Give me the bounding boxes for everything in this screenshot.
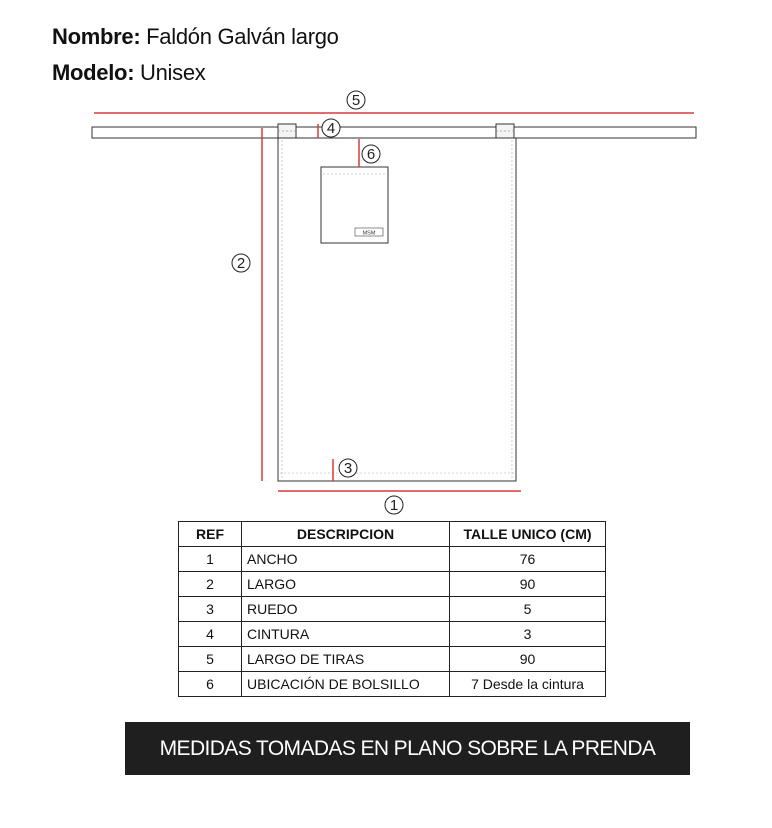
table-row: [179, 672, 606, 697]
row-value: 90: [450, 647, 606, 672]
row-value: 76: [450, 547, 606, 572]
row-description: RUEDO: [242, 597, 450, 622]
table-row: [179, 622, 606, 647]
table-row: [179, 572, 606, 597]
name-label: Nombre:: [52, 24, 141, 49]
row-value: 3: [450, 622, 606, 647]
row-ref: 3: [179, 597, 242, 622]
row-ref: 4: [179, 622, 242, 647]
row-value: 5: [450, 597, 606, 622]
callout-6-number: 6: [366, 146, 376, 163]
row-ref: 1: [179, 547, 242, 572]
model-label: Modelo:: [52, 60, 135, 85]
apron-body: [278, 138, 516, 481]
header-size: TALLE UNICO (CM): [450, 522, 606, 547]
row-description: ANCHO: [242, 547, 450, 572]
waistband-ties: [92, 127, 696, 138]
row-description: CINTURA: [242, 622, 450, 647]
table-row: [179, 647, 606, 672]
header-ref: REF: [179, 522, 242, 547]
table-row: [179, 547, 606, 572]
row-description: LARGO DE TIRAS: [242, 647, 450, 672]
row-ref: 5: [179, 647, 242, 672]
callout-5-number: 5: [351, 92, 361, 109]
name-value: Faldón Galván largo: [146, 24, 339, 49]
row-value: 90: [450, 572, 606, 597]
table-row: [179, 597, 606, 622]
callout-2-number: 2: [236, 255, 246, 272]
table-header-row: [179, 522, 606, 547]
measurements-table: [178, 521, 606, 697]
callout-3-number: 3: [343, 460, 353, 477]
header-description: DESCRIPCION: [242, 522, 450, 547]
measurement-note-banner: MEDIDAS TOMADAS EN PLANO SOBRE LA PRENDA: [125, 722, 690, 775]
row-ref: 2: [179, 572, 242, 597]
row-value: 7 Desde la cintura: [450, 672, 606, 697]
pocket-brand-label: MSM: [362, 230, 376, 237]
callout-4-number: 4: [326, 120, 336, 137]
row-ref: 6: [179, 672, 242, 697]
model-value: Unisex: [140, 60, 206, 85]
row-description: LARGO: [242, 572, 450, 597]
row-description: UBICACIÓN DE BOLSILLO: [242, 672, 450, 697]
callout-1-number: 1: [389, 497, 399, 514]
